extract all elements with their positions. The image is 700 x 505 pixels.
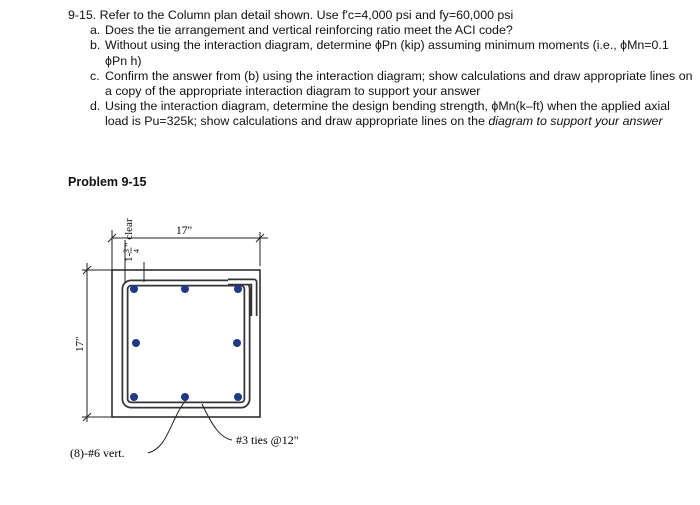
part-text: Does the tie arrangement and vertical reinforcing ratio meet the ACI code? <box>105 23 513 38</box>
svg-text:4 <box>132 249 141 253</box>
problem-title: 9-15. Refer to the Column plan detail shown. Use f'c=4,000 psi and fy=60,000 psi <box>68 8 514 22</box>
part-text: Using the interaction diagram, determine the design bending strength, ϕMn(k–ft) when the applied axial load is Pu=325k; show calculations and draw appropriate lines on the <box>105 99 670 129</box>
dimension-height: 17" <box>74 336 86 352</box>
part-letter: d. <box>90 99 101 114</box>
vert-bars-label: (8)-#6 vert. <box>70 446 125 460</box>
part-letter: b. <box>90 38 101 53</box>
rebar <box>132 339 140 347</box>
rebar <box>130 393 138 401</box>
clear-cover-denominator: 4 <box>132 249 141 253</box>
left-dimension <box>82 263 112 422</box>
dimension-width: 17" <box>176 225 193 237</box>
clear-cover-label <box>122 218 141 262</box>
rebar <box>181 285 189 293</box>
rebar-group <box>130 285 242 401</box>
rebar <box>234 393 242 401</box>
svg-text:3 <box>122 249 131 253</box>
part-text-italic: diagram to support your answer <box>488 114 663 129</box>
ties-leader <box>202 404 232 440</box>
part-letter: a. <box>90 23 101 38</box>
figure-label: Problem 9-15 <box>68 175 147 189</box>
part-letter: c. <box>90 68 100 83</box>
part-text: Confirm the answer from (b) using the interaction diagram; show calculations and draw appropriate lines on a copy of the appropriate interaction diagram to support your answer <box>105 68 693 99</box>
clear-cover-prefix: 1- <box>123 252 135 262</box>
part-text: Without using the interaction diagram, determine ϕPn (kip) assuming minimum moments (i.e., ϕMn=0.1 ϕPn h) <box>105 38 669 68</box>
rebar <box>234 285 242 293</box>
rebar <box>181 393 189 401</box>
rebar <box>233 339 241 347</box>
svg-text:" clear <box>123 218 135 247</box>
rebar <box>130 285 138 293</box>
ties-label: #3 ties @12" <box>236 433 299 447</box>
clear-cover-suffix: " clear <box>123 218 135 247</box>
clear-cover-numerator: 3 <box>122 249 131 253</box>
